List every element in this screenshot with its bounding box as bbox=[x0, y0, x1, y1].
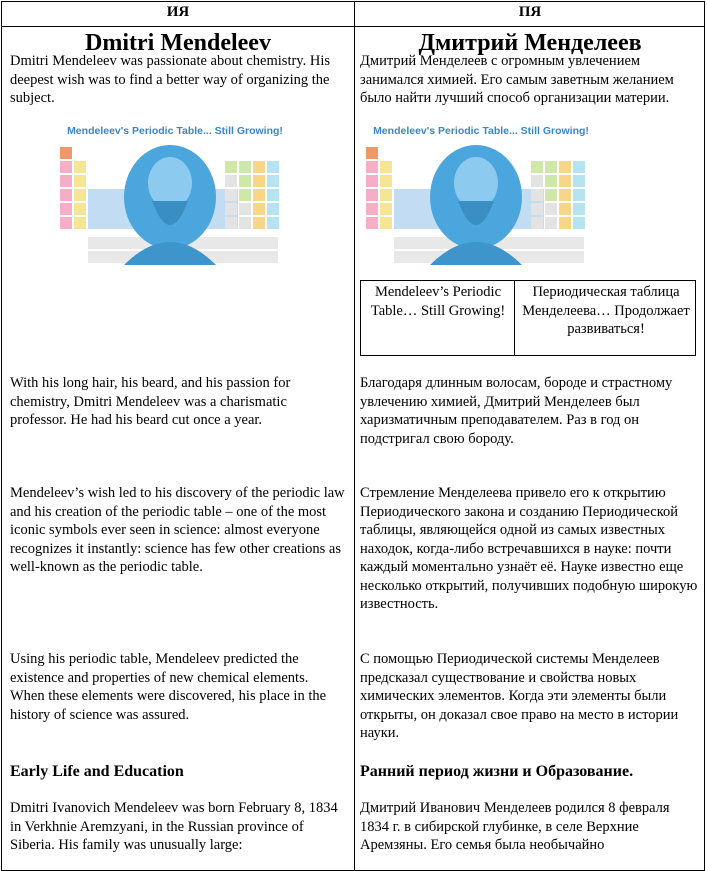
right-paragraph-2: Благодаря длинным волосам, бороде и страстному увлечению химией, Дмитрий Менделеев был харизматичным преподавателем. Раз в год он подстригал свою бороду. bbox=[360, 375, 673, 447]
periodic-table-portrait-image bbox=[366, 139, 596, 265]
right-paragraph-3: Стремление Менделеева привело его к открытию Периодического закона и созданию Периодической таблицы, являющейся одной из самых известных находок, когда-либо встречавшихся в науке: почти каждый моментально узнаёт её. Науке известно еще несколько открытий, получивших подобную широкую известность. bbox=[360, 485, 698, 612]
caption-divider bbox=[514, 281, 515, 355]
column-divider bbox=[354, 2, 355, 870]
left-subtitle: Early Life and Education bbox=[10, 763, 184, 780]
caption-target: Периодическая таблица Менделеева… Продолжает развиваться! bbox=[522, 284, 690, 337]
header-target-language: ПЯ bbox=[518, 4, 542, 20]
left-title: Dmitri Mendeleev bbox=[85, 30, 271, 56]
periodic-table-portrait-image bbox=[60, 139, 290, 265]
header-divider bbox=[2, 26, 704, 27]
left-paragraph-5: Dmitri Ivanovich Mendeleev was born February 8, 1834 in Verkhnie Aremzyani, in the Russian province of Siberia. His family was unusually large: bbox=[10, 800, 338, 853]
right-paragraph-1: Дмитрий Менделеев с огромным увлечением занимался химией. Его самым заветным желанием было найти лучший способ организации материи. bbox=[360, 53, 674, 106]
right-subtitle: Ранний период жизни и Образование. bbox=[360, 763, 634, 780]
right-figure-caption: Mendeleev's Periodic Table... Still Growing! bbox=[373, 125, 589, 137]
left-paragraph-2: With his long hair, his beard, and his passion for chemistry, Dmitri Mendeleev was a charismatic professor. He had his beard cut once a year. bbox=[10, 375, 291, 428]
caption-translation-table bbox=[360, 280, 696, 356]
left-figure-caption: Mendeleev's Periodic Table... Still Growing! bbox=[67, 125, 283, 137]
header-source-language: ИЯ bbox=[166, 4, 190, 20]
left-paragraph-1: Dmitri Mendeleev was passionate about chemistry. His deepest wish was to find a better way of organizing the subject. bbox=[10, 53, 330, 106]
left-periodic-figure bbox=[60, 125, 290, 265]
right-paragraph-5: Дмитрий Иванович Менделеев родился 8 февраля 1834 г. в сибирской глубинке, в селе Верхние Аремзяны. Его семья была необычайно bbox=[360, 800, 670, 853]
right-periodic-figure bbox=[366, 125, 596, 265]
left-paragraph-3: Mendeleev’s wish led to his discovery of the periodic law and his creation of the periodic table – one of the most iconic symbols ever seen in science: almost everyone recognizes it instantly: science has few other creations as well-known as the periodic table. bbox=[10, 485, 345, 575]
caption-source: Mendeleev’s Periodic Table… Still Growing! bbox=[370, 284, 506, 319]
left-paragraph-4: Using his periodic table, Mendeleev predicted the existence and properties of new chemical elements. When these elements were discovered, his place in the history of science was assured. bbox=[10, 651, 327, 723]
right-paragraph-4: С помощью Периодической системы Менделеев предсказал существование и свойства новых химических элементов. Когда эти элементы были открыты, он доказал свое право на место в истории науки. bbox=[360, 651, 679, 741]
right-title: Дмитрий Менделеев bbox=[418, 30, 642, 56]
